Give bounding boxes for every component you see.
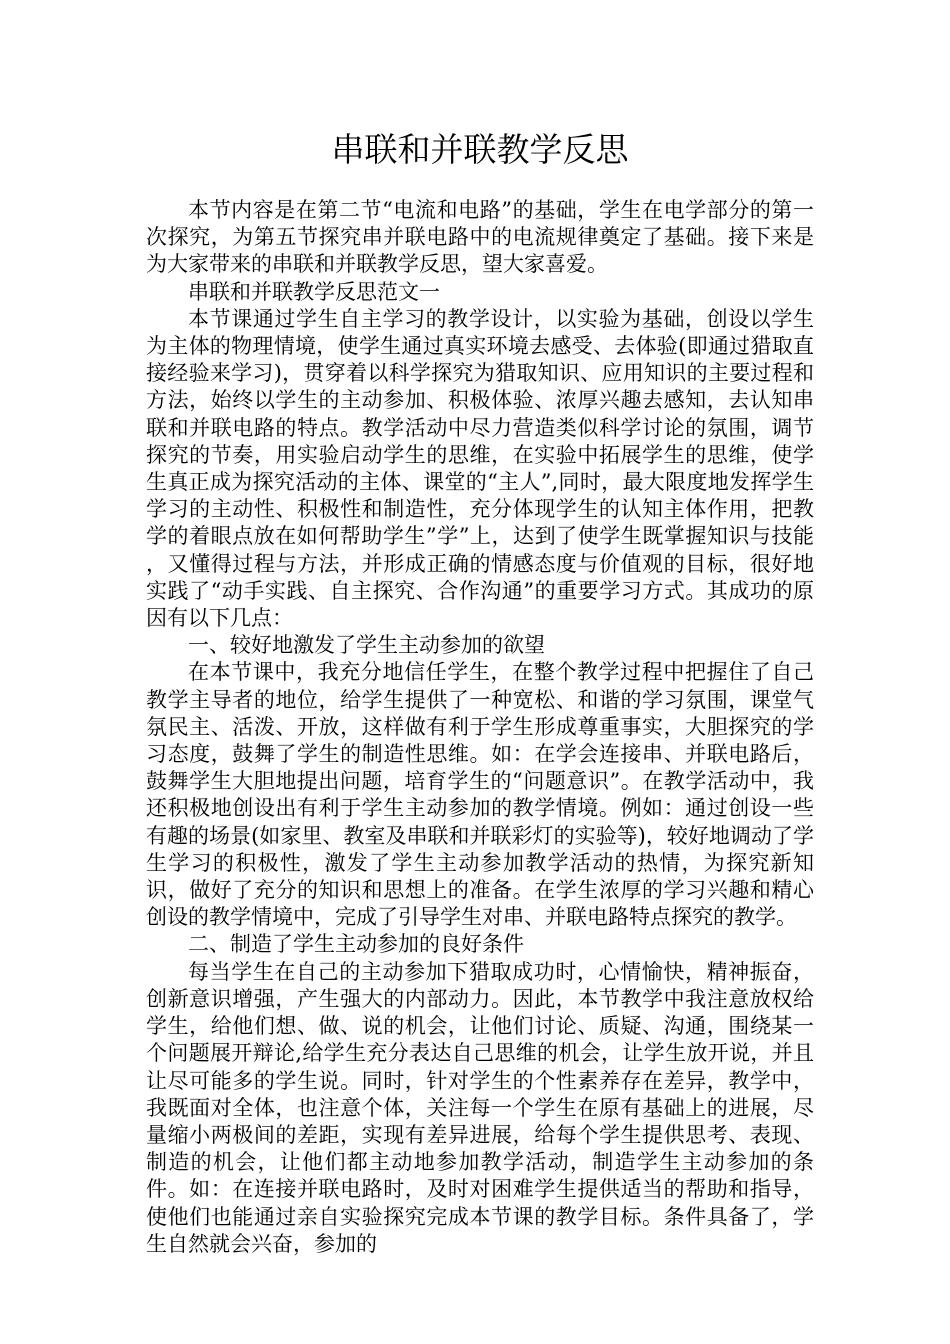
- document-body: [146, 197, 814, 1258]
- body-paragraph: 在本节课中，我充分地信任学生，在整个教学过程中把握住了自己教学主导者的地位，给学生提供了一种宽松、和谐的学习氛围，课堂气氛民主、活泼、开放，这样做有利于学生形成尊重事实，大胆探究的学习态度，鼓舞了学生的制造性思维。如：在学会连接串、并联电路后，鼓舞学生大胆地提出问题，培育学生的“问题意识”。在教学活动中，我还积极地创设出有利于学生主动参加的教学情境。例如：通过创设一些有趣的场景(如家里、教室及串联和并联彩灯的实验等)，较好地调动了学生学习的积极性，激发了学生主动参加教学活动的热情，为探究新知识，做好了充分的知识和思想上的准备。在学生浓厚的学习兴趣和精心创设的教学情境中，完成了引导学生对串、并联电路特点探究的教学。: [146, 660, 814, 930]
- section-heading-two: 二、制造了学生主动参加的良好条件: [188, 932, 524, 957]
- document-page: [146, 0, 814, 1258]
- body-paragraph: 每当学生在自己的主动参加下猎取成功时，心情愉快，精神振奋，创新意识增强，产生强大的内部动力。因此，本节教学中我注意放权给学生，给他们想、做、说的机会，让他们讨论、质疑、沟通，围绕某一个问题展开辩论,给学生充分表达自己思维的机会，让学生放开说，并且让尽可能多的学生说。同时，针对学生的个性素养存在差异，教学中，我既面对全体，也注意个体，关注每一个学生在原有基础上的进展，尽量缩小两极间的差距，实现有差异进展，给每个学生提供思考、表现、制造的机会，让他们都主动地参加教学活动，制造学生主动参加的条件。如：在连接并联电路时，及时对困难学生提供适当的帮助和指导，使他们也能通过亲自实验探究完成本节课的教学目标。条件具备了，学生自然就会兴奋，参加的: [146, 959, 814, 1256]
- body-paragraph: 本节课通过学生自主学习的教学设计，以实验为基础，创设以学生为主体的物理情境，使学生通过真实环境去感受、去体验(即通过猎取直接经验来学习)，贯穿着以科学探究为猎取知识、应用知识的主要过程和方法，始终以学生的主动参加、积极体验、浓厚兴趣去感知，去认知串联和并联电路的特点。教学活动中尽力营造类似科学讨论的氛围，调节探究的节奏，用实验启动学生的思维，在实验中拓展学生的思维，使学生真正成为探究活动的主体、课堂的“主人”,同时，最大限度地发挥学生学习的主动性、积极性和制造性，充分体现学生的认知主体作用，把教学的着眼点放在如何帮助学生”学”上，达到了使学生既掌握知识与技能 ，又懂得过程与方法，并形成正确的情感态度与价值观的目标，很好地实践了“动手实践、自主探究、合作沟通”的重要学习方式。其成功的原因有以下几点：: [146, 306, 814, 631]
- section-heading-one: 一、较好地激发了学生主动参加的欲望: [188, 633, 545, 658]
- intro-paragraph: 本节内容是在第二节“电流和电路”的基础，学生在电学部分的第一次探究，为第五节探究串并联电路中的电流规律奠定了基础。接下来是为大家带来的串联和并联教学反思，望大家喜爱。: [146, 198, 814, 277]
- section-heading-sample-one: 串联和并联教学反思范文一: [188, 279, 440, 304]
- document-title: 串联和并联教学反思: [331, 130, 629, 169]
